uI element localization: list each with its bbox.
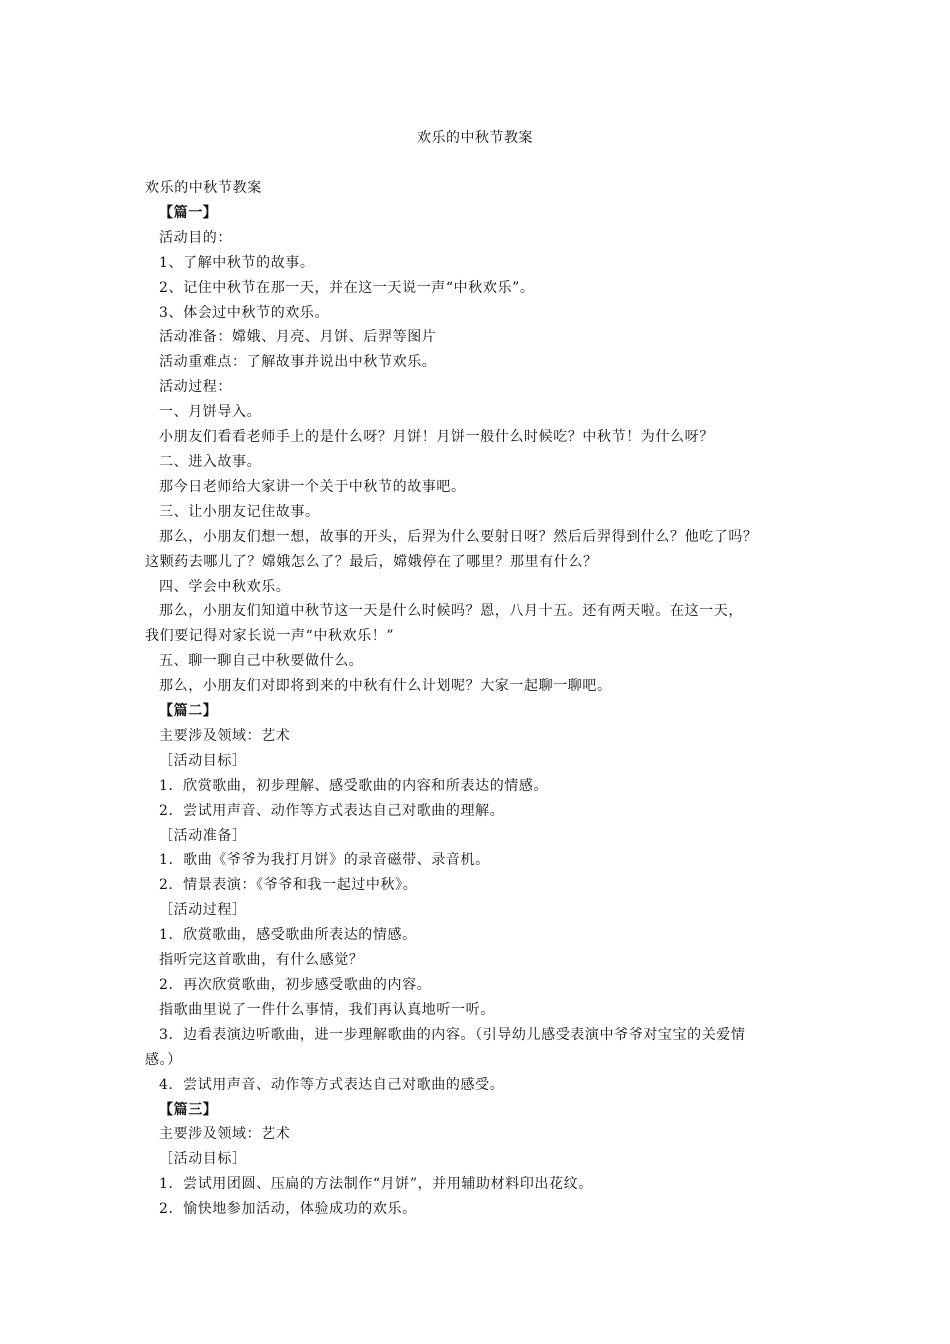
part1-step-3-text-line2: 这颗药去哪儿了？嫦娥怎么了？最后，嫦娥停在了哪里？那里有什么？ — [145, 553, 598, 570]
part3-goal-label: ［活动目标］ — [159, 1151, 247, 1168]
part1-step-3: 三、让小朋友记住故事。 — [159, 503, 320, 520]
part2-goal-1: 1．欣赏歌曲，初步理解、感受歌曲的内容和所表达的情感。 — [159, 777, 549, 794]
part1-goal-2: 2、记住中秋节在那一天，并在这一天说一声“中秋欢乐”。 — [159, 279, 535, 296]
part2-process-2-text: 指歌曲里说了一件什么事情，我们再认真地听一听。 — [159, 1001, 495, 1018]
part1-goal-3: 3、体会过中秋节的欢乐。 — [159, 304, 330, 321]
part2-process-3-line1: 3．边看表演边听歌曲，进一步理解歌曲的内容。（引导幼儿感受表演中爷爷对宝宝的关爱情 — [159, 1026, 746, 1043]
part1-focus: 活动重难点：了解故事并说出中秋节欢乐。 — [159, 354, 437, 371]
section-heading-part2: 【篇二】 — [159, 703, 218, 720]
part1-step-4: 四、学会中秋欢乐。 — [159, 578, 291, 595]
part1-step-4-text-line2: 我们要记得对家长说一声“中秋欢乐！” — [145, 628, 395, 645]
part1-step-5-text: 那么，小朋友们对即将到来的中秋有什么计划呢？大家一起聊一聊吧。 — [159, 678, 612, 695]
part2-prep-label: ［活动准备］ — [159, 827, 247, 844]
part2-prep-2: 2．情景表演：《爷爷和我一起过中秋》。 — [159, 877, 418, 894]
part1-step-2: 二、进入故事。 — [159, 453, 262, 470]
part1-step-3-text-line1: 那么，小朋友们想一想，故事的开头，后羿为什么要射日呀？然后后羿得到什么？他吃了吗？ — [159, 528, 758, 545]
part3-goal-1: 1．尝试用团圆、压扁的方法制作“月饼”，并用辅助材料印出花纹。 — [159, 1176, 593, 1193]
part3-domain: 主要涉及领域：艺术 — [159, 1126, 291, 1143]
part2-process-4: 4．尝试用声音、动作等方式表达自己对歌曲的感受。 — [159, 1076, 505, 1093]
section-heading-part1: 【篇一】 — [159, 204, 218, 221]
part2-process-1-text: 指听完这首歌曲，有什么感觉？ — [159, 952, 364, 969]
part2-goal-2: 2．尝试用声音、动作等方式表达自己对歌曲的理解。 — [159, 802, 505, 819]
document-body — [145, 176, 810, 1222]
part2-process-label: ［活动过程］ — [159, 902, 247, 919]
part1-step-1-text: 小朋友们看看老师手上的是什么呀？月饼！月饼一般什么时候吃？中秋节！为什么呀？ — [159, 429, 714, 446]
part1-step-5: 五、聊一聊自己中秋要做什么。 — [159, 653, 364, 670]
part1-step-2-text: 那今日老师给大家讲一个关于中秋节的故事吧。 — [159, 478, 466, 495]
section-heading-part3: 【篇三】 — [159, 1101, 218, 1118]
part1-prep: 活动准备：嫦娥、月亮、月饼、后羿等图片 — [159, 329, 437, 346]
part1-process-label: 活动过程： — [159, 379, 232, 396]
part1-step-4-text-line1: 那么，小朋友们知道中秋节这一天是什么时候吗？恩，八月十五。还有两天啦。在这一天， — [159, 603, 743, 620]
part2-domain: 主要涉及领域：艺术 — [159, 727, 291, 744]
part1-goal-1: 1、了解中秋节的故事。 — [159, 254, 315, 271]
part1-step-1: 一、月饼导入。 — [159, 404, 262, 421]
document-subtitle: 欢乐的中秋节教案 — [145, 180, 262, 196]
part2-process-2: 2．再次欣赏歌曲，初步感受歌曲的内容。 — [159, 977, 432, 993]
part2-prep-1: 1．歌曲《爷爷为我打月饼》的录音磁带、录音机。 — [159, 852, 490, 869]
part2-process-3-line2: 感。） — [145, 1051, 182, 1068]
part2-process-1: 1．欣赏歌曲，感受歌曲所表达的情感。 — [159, 927, 417, 944]
part2-goal-label: ［活动目标］ — [159, 752, 247, 769]
document-title: 欢乐的中秋节教案 — [417, 130, 533, 146]
part3-goal-2: 2．愉快地参加活动，体验成功的欢乐。 — [159, 1201, 417, 1218]
part1-goal-label: 活动目的： — [159, 229, 232, 246]
